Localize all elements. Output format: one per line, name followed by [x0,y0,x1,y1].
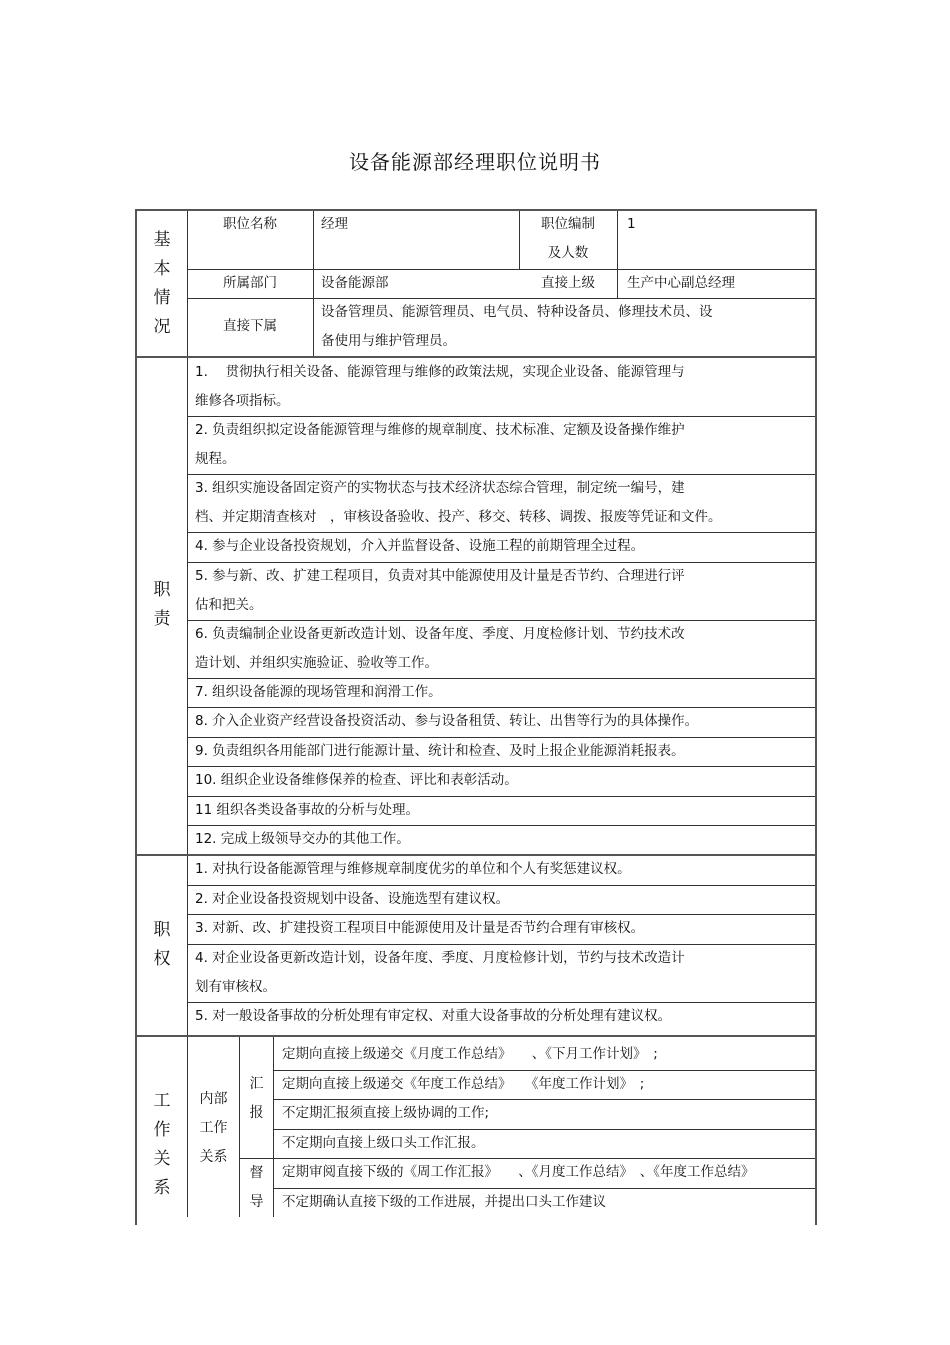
page-title: 设备能源部经理职位说明书 [349,150,601,174]
duty-item-line: 4. 参与企业设备投资规划，介入并监督设备、设施工程的前期管理全过程。 [195,538,645,554]
basic-section-label: 基 本 情 况 [153,230,171,337]
duty-item-line: 5. 参与新、改、扩建工程项目，负责对其中能源使用及计量是否节约、合理进行评 [195,567,685,584]
duty-item-line: 1. 贯彻执行相关设备、能源管理与维修的政策法规，实现企业设备、能源管理与 [195,364,685,380]
duty-item [195,474,722,532]
position-name-value: 经理 [321,216,348,232]
headcount-value: 1 [627,216,636,232]
duty-item [195,562,685,620]
supervise-item: 定期审阅直接下级的《周工作汇报》 、《月度工作总结》 、《年度工作总结》 [282,1164,755,1180]
superior-value: 生产中心副总经理 [627,275,735,291]
supervise-item: 不定期确认直接下级的工作进展，并提出口头工作建议 [282,1193,606,1210]
duty-item [195,707,698,736]
duty-item-line: 8. 介入企业资产经营设备投资活动、参与设备租赁、转让、出售等行为的具体操作。 [195,713,699,729]
duty-item [195,766,518,795]
duty-item-line: 11 组织各类设备事故的分析与处理。 [195,801,419,818]
duty-item-line: 12. 完成上级领导交办的其他工作。 [195,831,410,847]
duty-item-line: 2. 负责组织拟定设备能源管理与维修的规章制度、技术标准、定额及设备操作维护 [195,422,685,438]
duty-item-line: 维修各项指标。 [195,393,290,409]
authority-item-line: 2. 对企业设备投资规划中设备、设施选型有建议权。 [195,890,510,907]
report-item: 定期向直接上级递交《年度工作总结》 《年度工作计划》 ; [282,1075,645,1092]
authority-item [195,855,631,884]
department-value: 设备能源部 [321,275,389,291]
duty-item-line: 估和把关。 [195,596,263,613]
headcount-label: 职位编制 及人数 [541,216,595,261]
duty-item-line: 规程。 [195,451,236,467]
supervise-label: 督 导 [249,1165,264,1210]
duty-item [195,796,419,825]
relations-section-label: 工 作 关 系 [153,1091,171,1198]
authority-item-line: 1. 对执行设备能源管理与维修规章制度优劣的单位和个人有奖惩建议权。 [195,861,631,877]
report-item: 不定期汇报须直接上级协调的工作; [282,1105,490,1121]
authority-item-line: 划有审核权。 [195,978,276,995]
duty-item [195,416,685,474]
report-item: 定期向直接上级递交《月度工作总结》 、《下月工作计划》 ; [282,1046,658,1062]
duty-item [195,358,685,416]
duty-item-line: 档、并定期清查核对 ，审核设备验收、投产、移交、转移、调拨、报废等凭证和文件。 [195,509,722,525]
report-label: 汇 报 [249,1076,264,1121]
duty-item-line: 9. 负责组织各用能部门进行能源计量、统计和检查、及时上报企业能源消耗报表。 [195,742,685,759]
subordinates-label: 直接下属 [223,318,277,334]
authority-section-label: 职 权 [153,920,171,969]
authority-item-line: 3. 对新、改、扩建投资工程项目中能源使用及计量是否节约合理有审核权。 [195,920,645,936]
authority-item-line: 5. 对一般设备事故的分析处理有审定权、对重大设备事故的分析处理有建议权。 [195,1007,672,1024]
duty-item-line: 7. 组织设备能源的现场管理和润滑工作。 [195,683,442,700]
duty-item [195,532,644,561]
duties-section-label: 职 责 [153,580,171,629]
duty-item [195,620,685,678]
report-item: 不定期向直接上级口头工作汇报。 [282,1134,485,1151]
authority-item [195,885,509,914]
duty-item [195,737,685,766]
superior-label: 直接上级 [541,275,595,291]
authority-item-line: 4. 对企业设备更新改造计划，设备年度、季度、月度检修计划，节约与技术改造计 [195,949,685,966]
authority-item [195,914,644,943]
internal-relations-label: 内部 工作 关系 [199,1091,228,1165]
duty-item-line: 造计划、并组织实施验证、验收等工作。 [195,654,438,671]
duty-item [195,678,442,707]
duty-item-line: 10. 组织企业设备维修保养的检查、评比和表彰活动。 [195,772,518,788]
duty-item-line: 3. 组织实施设备固定资产的实物状态与技术经济状态综合管理，制定统一编号，建 [195,480,685,496]
department-label: 所属部门 [223,275,277,291]
subordinates-value: 设备管理员、能源管理员、电气员、特种设备员、修理技术员、设 备使用与维护管理员。 [321,304,713,349]
authority-item [195,944,685,1002]
duty-item-line: 6. 负责编制企业设备更新改造计划、设备年度、季度、月度检修计划、节约技术改 [195,625,685,642]
authority-item [195,1002,671,1031]
position-name-label: 职位名称 [223,216,277,232]
duty-item [195,825,410,854]
